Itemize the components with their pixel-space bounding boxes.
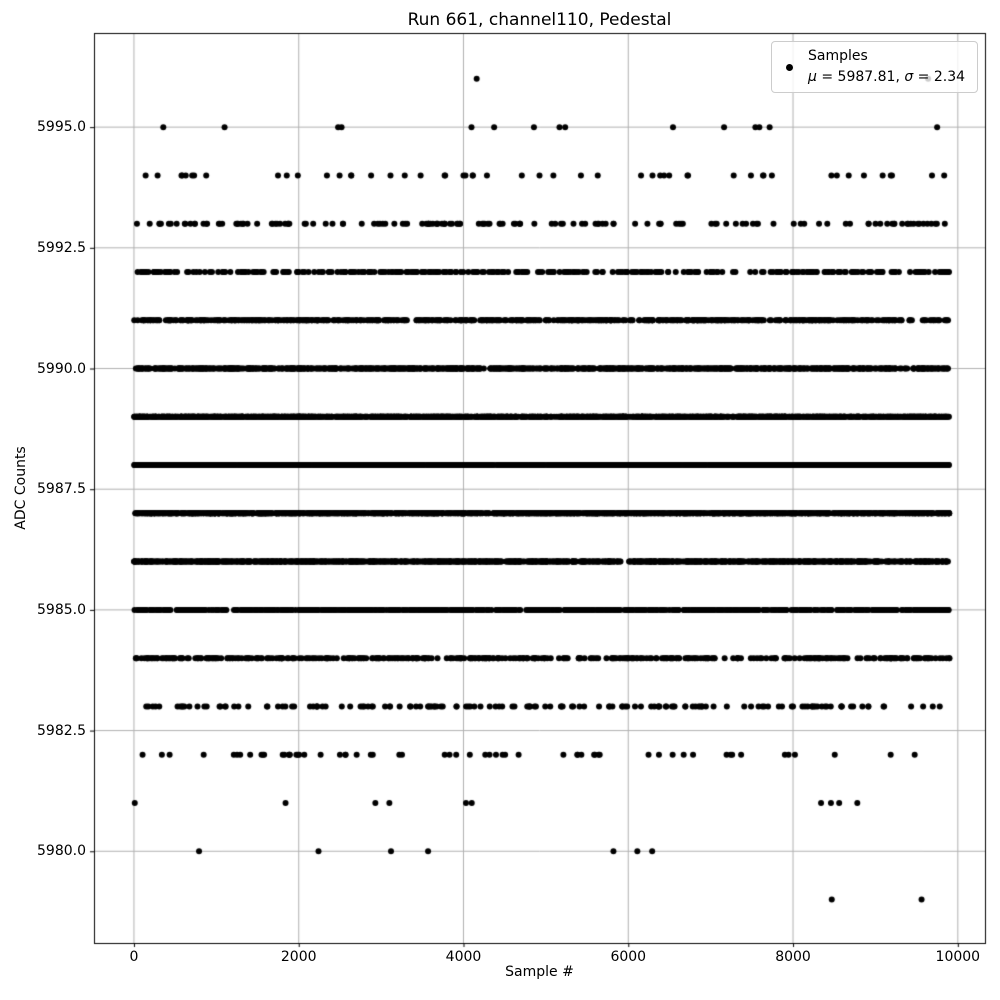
y-tick-label: 5987.5 [37,481,86,498]
legend-text [808,46,965,88]
y-tick-label: 5980.0 [37,843,86,860]
legend [771,41,978,93]
y-tick-label: 5985.0 [37,601,86,618]
y-tick-label: 5990.0 [37,360,86,377]
x-tick-label: 6000 [610,949,647,965]
x-tick-label: 0 [129,949,139,965]
x-tick-label: 10000 [935,949,981,965]
x-tick-label: 4000 [445,949,482,965]
scatter-marker-icon [786,64,793,71]
legend-entry-stats [808,67,965,88]
mu-symbol: μ [808,69,817,85]
plot-title: Run 661, channel110, Pedestal [407,10,672,30]
sigma-value: = 2.34 [913,69,966,85]
y-tick-label: 5995.0 [37,119,86,136]
x-tick-label: 2000 [280,949,317,965]
sigma-symbol: σ [904,69,914,85]
mu-value: = 5987.81, [816,69,905,85]
x-axis-label: Sample # [505,964,574,980]
y-tick-label: 5982.5 [37,722,86,739]
x-tick-label: 8000 [775,949,811,965]
y-axis-label: ADC Counts [13,446,29,530]
legend-entry-samples: Samples [808,48,868,64]
y-tick-label: 5992.5 [37,239,86,256]
